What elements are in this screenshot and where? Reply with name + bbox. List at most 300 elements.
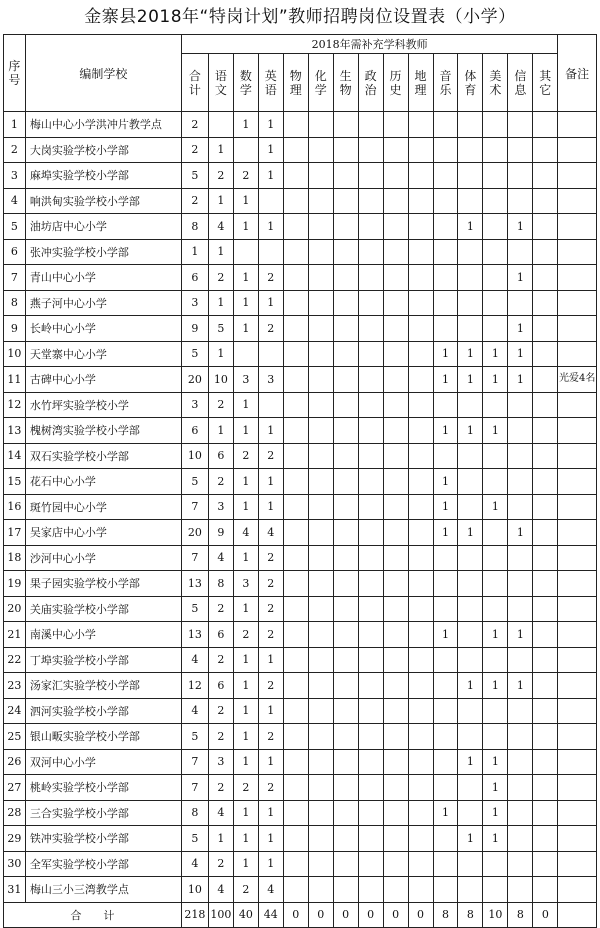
row-remark: [558, 724, 597, 750]
row-total: 4: [181, 647, 208, 673]
row-number: 4: [4, 188, 26, 214]
subject-count: [533, 239, 558, 265]
subject-count: [383, 622, 408, 648]
subject-count: [408, 545, 433, 571]
school-name: 泗河实验学校小学部: [25, 698, 181, 724]
subject-count: [508, 137, 533, 163]
subject-count: [308, 877, 333, 903]
subject-count: [383, 596, 408, 622]
row-number: 28: [4, 800, 26, 826]
row-remark: [558, 851, 597, 877]
subject-count: [408, 724, 433, 750]
subject-count: [308, 341, 333, 367]
row-remark: [558, 469, 597, 495]
subject-count: 1: [483, 673, 508, 699]
subject-count: [333, 571, 358, 597]
header-subject: 历史: [383, 54, 408, 112]
subject-count: [483, 316, 508, 342]
row-remark: [558, 163, 597, 189]
subject-count: [533, 188, 558, 214]
subject-count: 1: [483, 367, 508, 393]
row-remark: [558, 647, 597, 673]
table-row: [4, 571, 597, 597]
school-name: 燕子河中心小学: [25, 290, 181, 316]
row-number: 3: [4, 163, 26, 189]
subject-count: 1: [233, 647, 258, 673]
subject-count: [433, 698, 458, 724]
subject-count: 4: [258, 520, 283, 546]
subject-count: [458, 571, 483, 597]
table-row: [4, 545, 597, 571]
row-remark: [558, 239, 597, 265]
row-remark: [558, 137, 597, 163]
row-remark: [558, 826, 597, 852]
school-name: 响洪甸实验学校小学部: [25, 188, 181, 214]
subject-count: [533, 112, 558, 138]
subject-count: [333, 596, 358, 622]
subject-count: 1: [433, 341, 458, 367]
table-row: [4, 265, 597, 291]
subject-count: [258, 188, 283, 214]
row-number: 27: [4, 775, 26, 801]
subject-count: 1: [458, 749, 483, 775]
subject-count: [333, 494, 358, 520]
subject-count: [408, 163, 433, 189]
subject-count: 2: [233, 877, 258, 903]
row-number: 9: [4, 316, 26, 342]
header-subject: 生物: [333, 54, 358, 112]
row-remark: [558, 673, 597, 699]
subject-count: [483, 163, 508, 189]
subject-count: 4: [233, 520, 258, 546]
subject-count: [458, 392, 483, 418]
subject-count: [483, 596, 508, 622]
row-total: 7: [181, 775, 208, 801]
subject-count: [333, 239, 358, 265]
subject-count: [508, 545, 533, 571]
row-total: 10: [181, 443, 208, 469]
subject-count: [358, 851, 383, 877]
subject-count: [433, 647, 458, 673]
table-row: [4, 392, 597, 418]
subject-count: [283, 775, 308, 801]
subject-count: [283, 545, 308, 571]
subject-count: [333, 469, 358, 495]
subject-count: 2: [208, 596, 233, 622]
subject-count: [383, 443, 408, 469]
subject-count: 1: [433, 622, 458, 648]
subject-count: [383, 341, 408, 367]
table-row: [4, 341, 597, 367]
row-total: 3: [181, 290, 208, 316]
subject-count: [433, 826, 458, 852]
subject-count: [408, 443, 433, 469]
subject-count: 1: [458, 367, 483, 393]
subject-count: 1: [233, 724, 258, 750]
subject-count: 2: [208, 724, 233, 750]
row-total: 5: [181, 826, 208, 852]
subject-count: [483, 724, 508, 750]
subject-count: [433, 188, 458, 214]
header-subject: 数学: [233, 54, 258, 112]
table-row: [4, 112, 597, 138]
subject-count: [433, 265, 458, 291]
subject-count: [408, 749, 433, 775]
subject-count: [358, 545, 383, 571]
subject-count: [383, 112, 408, 138]
subject-count: 4: [258, 877, 283, 903]
subject-count: [358, 622, 383, 648]
table-row: [4, 418, 597, 444]
subject-count: [283, 290, 308, 316]
row-number: 24: [4, 698, 26, 724]
school-name: 沙河中心小学: [25, 545, 181, 571]
subject-count: [333, 877, 358, 903]
subject-count: 2: [233, 775, 258, 801]
subject-count: [508, 239, 533, 265]
school-name: 斑竹园中心小学: [25, 494, 181, 520]
subject-count: [308, 137, 333, 163]
subject-count: [308, 316, 333, 342]
table-row: [4, 290, 597, 316]
subject-count: [483, 647, 508, 673]
subject-count: [308, 469, 333, 495]
subject-count: [383, 571, 408, 597]
row-total: 6: [181, 265, 208, 291]
subject-count: [433, 239, 458, 265]
row-total: 5: [181, 341, 208, 367]
subject-count: [508, 494, 533, 520]
subject-count: [508, 596, 533, 622]
subject-count: [283, 596, 308, 622]
subject-count: [508, 163, 533, 189]
row-number: 16: [4, 494, 26, 520]
subject-count: [408, 137, 433, 163]
subject-count: [533, 520, 558, 546]
subject-count: [433, 137, 458, 163]
table-row: [4, 469, 597, 495]
subject-count: 1: [233, 749, 258, 775]
subject-count: 1: [233, 290, 258, 316]
subject-total: 0: [333, 902, 358, 927]
subject-count: [458, 188, 483, 214]
table-body: [4, 112, 597, 928]
subject-count: [408, 418, 433, 444]
subject-count: 2: [233, 163, 258, 189]
subject-count: [283, 367, 308, 393]
subject-count: [358, 443, 383, 469]
subject-count: [283, 851, 308, 877]
subject-count: [483, 137, 508, 163]
subject-count: [533, 443, 558, 469]
subject-count: [358, 316, 383, 342]
subject-count: 1: [208, 418, 233, 444]
subject-count: [533, 163, 558, 189]
row-total: 5: [181, 596, 208, 622]
subject-count: [408, 622, 433, 648]
subject-count: [458, 290, 483, 316]
subject-total: 8: [458, 902, 483, 927]
subject-count: [533, 316, 558, 342]
subject-count: [383, 826, 408, 852]
school-name: 长岭中心小学: [25, 316, 181, 342]
subject-count: 2: [208, 851, 233, 877]
subject-count: [433, 596, 458, 622]
subject-count: 2: [233, 622, 258, 648]
subject-count: 1: [258, 851, 283, 877]
row-number: 29: [4, 826, 26, 852]
subject-count: [483, 290, 508, 316]
row-total: 2: [181, 137, 208, 163]
subject-count: 1: [433, 520, 458, 546]
subject-count: [483, 265, 508, 291]
row-remark: [558, 545, 597, 571]
table-row: [4, 724, 597, 750]
subject-count: [358, 239, 383, 265]
subject-total: 0: [533, 902, 558, 927]
subject-count: [408, 698, 433, 724]
subject-count: [458, 265, 483, 291]
subject-count: [283, 112, 308, 138]
subject-count: [383, 494, 408, 520]
subject-count: [383, 392, 408, 418]
subject-count: [508, 775, 533, 801]
subject-count: [533, 494, 558, 520]
subject-count: [308, 443, 333, 469]
subject-count: [308, 826, 333, 852]
subject-count: 4: [208, 877, 233, 903]
subject-count: [458, 545, 483, 571]
subject-count: [333, 418, 358, 444]
subject-count: [508, 800, 533, 826]
row-remark: [558, 749, 597, 775]
subject-count: 1: [483, 418, 508, 444]
school-name: 大岗实验学校小学部: [25, 137, 181, 163]
subject-count: 1: [258, 112, 283, 138]
row-total: 2: [181, 112, 208, 138]
subject-count: 1: [458, 673, 483, 699]
subject-count: [508, 851, 533, 877]
subject-count: 4: [208, 214, 233, 240]
subject-count: [533, 341, 558, 367]
grand-total: 218: [181, 902, 208, 927]
subject-count: [358, 826, 383, 852]
table-row: [4, 367, 597, 393]
subject-count: [283, 724, 308, 750]
school-name: 古碑中心小学: [25, 367, 181, 393]
subject-count: [283, 647, 308, 673]
subject-count: [533, 647, 558, 673]
table-row: [4, 622, 597, 648]
subject-count: [333, 545, 358, 571]
subject-count: [233, 341, 258, 367]
subject-count: 6: [208, 443, 233, 469]
subject-count: 2: [258, 775, 283, 801]
subject-count: [433, 112, 458, 138]
row-remark: [558, 596, 597, 622]
page-title: 金寨县2018年“特岗计划”教师招聘岗位设置表（小学）: [84, 7, 516, 27]
subject-count: 1: [208, 137, 233, 163]
subject-count: [283, 673, 308, 699]
subject-count: [533, 418, 558, 444]
subject-count: 1: [258, 647, 283, 673]
subject-count: [283, 418, 308, 444]
subject-count: [458, 724, 483, 750]
subject-count: [458, 877, 483, 903]
subject-count: [358, 137, 383, 163]
school-name: 三合实验学校小学部: [25, 800, 181, 826]
subject-count: [383, 851, 408, 877]
subject-count: [408, 851, 433, 877]
subject-count: [458, 647, 483, 673]
subject-count: [508, 443, 533, 469]
subject-count: [483, 851, 508, 877]
subject-count: [433, 392, 458, 418]
subject-count: [258, 341, 283, 367]
table-row: [4, 877, 597, 903]
subject-count: [408, 392, 433, 418]
school-name: 铁冲实验学校小学部: [25, 826, 181, 852]
header-subject: 物理: [283, 54, 308, 112]
subject-count: 2: [208, 775, 233, 801]
row-number: 17: [4, 520, 26, 546]
subject-count: [383, 749, 408, 775]
table-row: [4, 596, 597, 622]
subject-count: [308, 290, 333, 316]
subject-count: 2: [208, 698, 233, 724]
row-number: 11: [4, 367, 26, 393]
subject-count: 1: [508, 265, 533, 291]
header-remark: 备注: [558, 35, 597, 112]
subject-count: 1: [258, 749, 283, 775]
subject-count: [408, 494, 433, 520]
row-number: 5: [4, 214, 26, 240]
subject-count: 1: [508, 673, 533, 699]
row-number: 20: [4, 596, 26, 622]
row-remark: [558, 188, 597, 214]
subject-count: 1: [208, 188, 233, 214]
school-name: 油坊店中心小学: [25, 214, 181, 240]
subject-count: [283, 239, 308, 265]
table-row: [4, 775, 597, 801]
school-name: 关庙实验学校小学部: [25, 596, 181, 622]
row-remark: [558, 877, 597, 903]
subject-count: 1: [208, 341, 233, 367]
row-total: 12: [181, 673, 208, 699]
subject-total: 0: [283, 902, 308, 927]
subject-count: [533, 622, 558, 648]
table-row: [4, 826, 597, 852]
subject-count: 1: [258, 826, 283, 852]
subject-count: [408, 290, 433, 316]
subject-count: [408, 469, 433, 495]
subject-count: [308, 647, 333, 673]
subject-count: 1: [508, 367, 533, 393]
subject-count: [333, 316, 358, 342]
subject-count: [383, 800, 408, 826]
row-number: 12: [4, 392, 26, 418]
row-remark: [558, 622, 597, 648]
subject-count: [308, 367, 333, 393]
subject-count: 2: [258, 596, 283, 622]
row-remark: [558, 290, 597, 316]
subject-count: [508, 749, 533, 775]
subject-count: 1: [483, 622, 508, 648]
subject-count: [458, 443, 483, 469]
subject-count: [433, 545, 458, 571]
row-total: 9: [181, 316, 208, 342]
table-row: [4, 698, 597, 724]
row-number: 13: [4, 418, 26, 444]
school-name: 丁埠实验学校小学部: [25, 647, 181, 673]
row-total: 5: [181, 163, 208, 189]
table-row: [4, 494, 597, 520]
table-row: [4, 239, 597, 265]
subject-count: 1: [458, 826, 483, 852]
subject-count: [508, 647, 533, 673]
subject-count: [508, 698, 533, 724]
subject-count: [358, 520, 383, 546]
school-name: 桃岭实验学校小学部: [25, 775, 181, 801]
subject-count: 1: [508, 520, 533, 546]
subject-count: [258, 239, 283, 265]
subject-count: 1: [258, 698, 283, 724]
school-name: 梅山三小三湾教学点: [25, 877, 181, 903]
subject-count: [333, 392, 358, 418]
subject-count: [458, 163, 483, 189]
subject-count: 3: [233, 571, 258, 597]
school-name: 天堂寨中心小学: [25, 341, 181, 367]
subject-count: 2: [208, 647, 233, 673]
subject-count: 1: [258, 214, 283, 240]
subject-count: [358, 112, 383, 138]
subject-count: [308, 112, 333, 138]
subject-count: 1: [233, 851, 258, 877]
subject-count: [433, 851, 458, 877]
subject-count: [308, 214, 333, 240]
subject-count: 2: [208, 392, 233, 418]
subject-count: 4: [208, 545, 233, 571]
subject-count: [308, 188, 333, 214]
subject-count: [358, 596, 383, 622]
subject-count: [358, 341, 383, 367]
subject-count: [383, 316, 408, 342]
subject-count: [358, 673, 383, 699]
row-total: 3: [181, 392, 208, 418]
subject-count: 1: [483, 494, 508, 520]
row-total: 10: [181, 877, 208, 903]
subject-count: [533, 290, 558, 316]
subject-count: [408, 214, 433, 240]
subject-count: [333, 622, 358, 648]
subject-count: [458, 800, 483, 826]
subject-count: [333, 163, 358, 189]
subject-count: 1: [233, 214, 258, 240]
subject-count: [308, 545, 333, 571]
row-total: 4: [181, 698, 208, 724]
subject-count: [408, 571, 433, 597]
subject-count: [333, 290, 358, 316]
subject-count: [333, 800, 358, 826]
school-name: 槐树湾实验学校小学部: [25, 418, 181, 444]
subject-count: 1: [483, 749, 508, 775]
subject-count: 8: [208, 571, 233, 597]
subject-count: 1: [233, 698, 258, 724]
header-subject: 语文: [208, 54, 233, 112]
subject-count: [358, 749, 383, 775]
subject-count: [333, 851, 358, 877]
subject-count: 1: [233, 188, 258, 214]
